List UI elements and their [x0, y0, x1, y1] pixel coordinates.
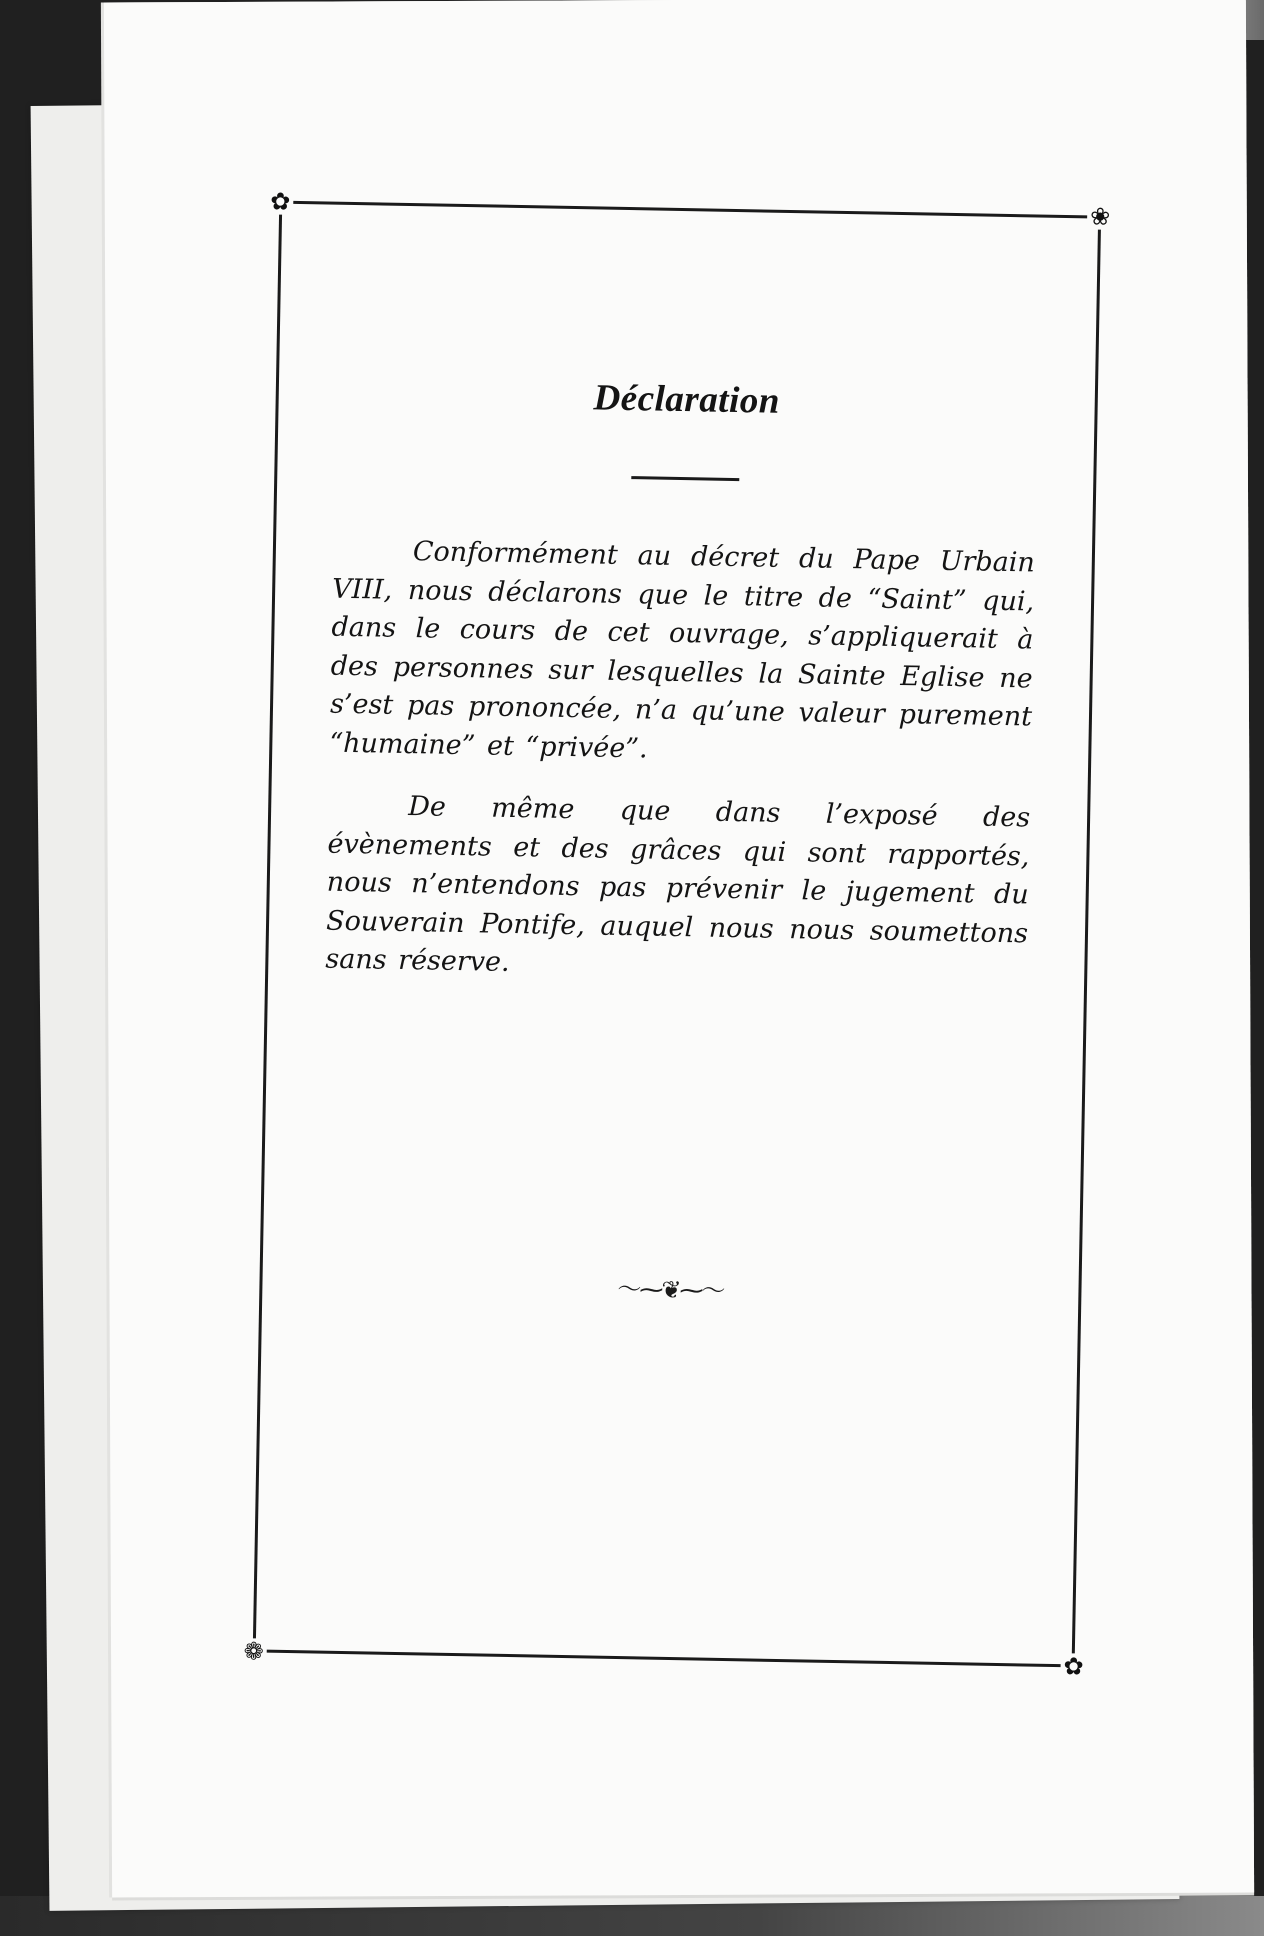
decorative-frame	[243, 187, 1111, 1681]
vine-ornament-icon: ～⁓❦⁓～	[617, 1274, 724, 1305]
page-content	[325, 372, 1038, 992]
paragraph-1: Conformément au décret du Pape Urbain VIII, nous déclarons que le titre de “Saint” qui, dans le cours de cet ouvrage, s’appliquerait à des personnes sur lesquelles la Sainte Eglise ne s’est pas prononcée, n’a qu’une valeur purement “humaine” et “privée”.	[329, 536, 1036, 764]
fleuron-icon: ❁	[243, 1637, 265, 1666]
frame-rule-top	[293, 201, 1087, 219]
paper-page	[104, 0, 1254, 1897]
frame-rule-bottom	[267, 1650, 1061, 1668]
title-divider	[631, 476, 739, 481]
fleuron-icon: ✿	[269, 187, 291, 216]
frame-rule-left	[253, 215, 282, 1639]
fleuron-icon: ❀	[1089, 202, 1111, 231]
frame-rule-right	[1072, 230, 1101, 1654]
page-title: Déclaration	[593, 377, 781, 422]
fleuron-icon: ✿	[1063, 1652, 1084, 1681]
paragraph-2: De même que dans l’exposé des évènements et des grâces qui sont rapportés, nous n’entendons pas prévenir le jugement du Souverain Pontife, auquel nous nous soumettons sans réserve.	[325, 791, 1031, 978]
